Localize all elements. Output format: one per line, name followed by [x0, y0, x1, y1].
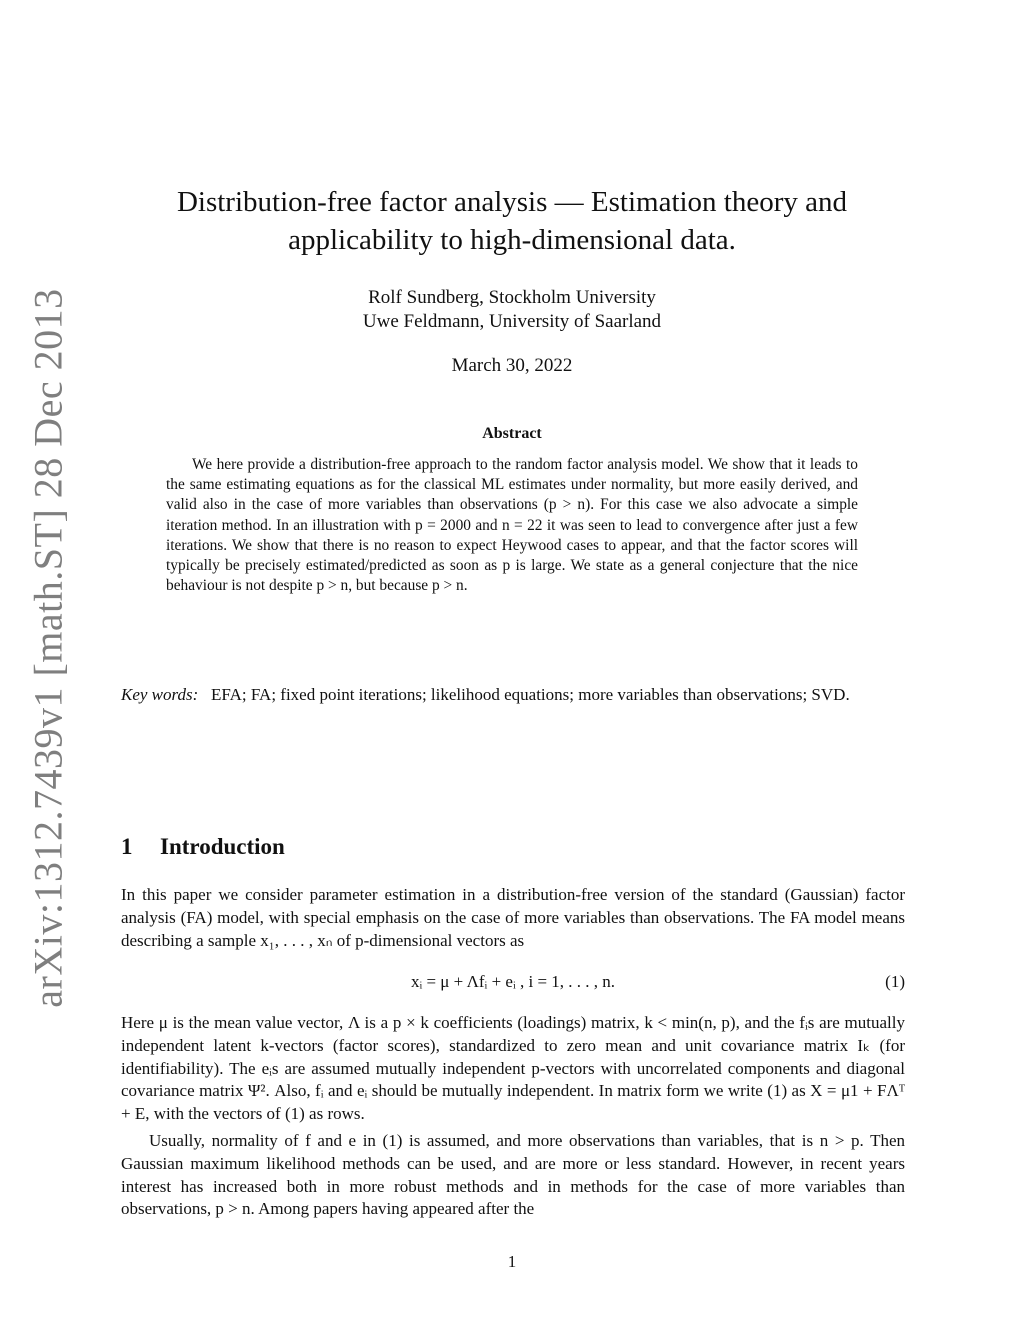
- keywords-label: Key words:: [121, 685, 199, 704]
- page-number: 1: [507, 1252, 517, 1271]
- author-line: Rolf Sundberg, Stockholm University: [368, 287, 656, 308]
- paper-title: Distribution-free factor analysis — Estimation theory and applicability to high-dimensional data.: [176, 186, 848, 256]
- body-paragraph: Usually, normality of f and e in (1) is assumed, and more observations than variables, that is n > p. Then Gaussian maximum likelihood methods can be used, and are more or less standard. However, in recent years interest has increased both in more robust methods and in methods for the case of more variables than observations, p > n. Among papers having appeared after the: [121, 1131, 905, 1219]
- arxiv-stamp[interactable]: arXiv:1312.7439v1 [math.ST] 28 Dec 2013: [25, 288, 71, 1008]
- body-paragraph: In this paper we consider parameter estimation in a distribution-free version of the standard (Gaussian) factor analysis (FA) model, with special emphasis on the case of more variables than observations. The FA model means describing a sample x₁, . . . , xₙ of p-dimensional vectors as: [121, 885, 905, 950]
- section-heading: [121, 834, 285, 860]
- equation-number[interactable]: (1): [885, 972, 905, 991]
- equation: [121, 972, 905, 996]
- author-list: [140, 286, 884, 334]
- paper-date: March 30, 2022: [451, 355, 573, 376]
- keywords: [121, 684, 905, 707]
- abstract-text: We here provide a distribution-free approach to the random factor analysis model. We show that it leads to the same estimating equations as for the classical ML estimates under normality, but more easily derived, and valid also in the case of more variables than observations (p > n). For this case we also advocate a simple iteration method. In an illustration with p = 2000 and n = 22 it was seen to lead to convergence after just a few iterations. We show that there is no reason to expect Heywood cases to appear, and that the factor scores will typically be precisely estimated/predicted as soon as p is large. We state as a general conjecture that the nice behaviour is not despite p > n, but because p > n.: [166, 456, 858, 595]
- section-number: 1: [121, 834, 133, 859]
- body-paragraph: Here μ is the mean value vector, Λ is a p × k coefficients (loadings) matrix, k < min(n, p), and the fᵢs are mutually independent latent k-vectors (factor scores), standardized to zero mean and unit covariance matrix Iₖ (for identifiability). The eᵢs are assumed mutually independent p-vectors with uncorrelated components and diagonal covariance matrix Ψ². Also, fᵢ and eᵢ should be mutually independent. In matrix form we write (1) as X = μ1 + FΛᵀ + E, with the vectors of (1) as rows.: [121, 1013, 905, 1124]
- section-title: Introduction: [160, 834, 285, 859]
- equation-body: xᵢ = μ + Λfᵢ + eᵢ , i = 1, . . . , n.: [410, 972, 616, 991]
- abstract-heading: Abstract: [482, 425, 542, 442]
- author-line: Uwe Feldmann, University of Saarland: [362, 311, 662, 332]
- keywords-text: EFA; FA; fixed point iterations; likelihood equations; more variables than observations; SVD.: [211, 685, 850, 704]
